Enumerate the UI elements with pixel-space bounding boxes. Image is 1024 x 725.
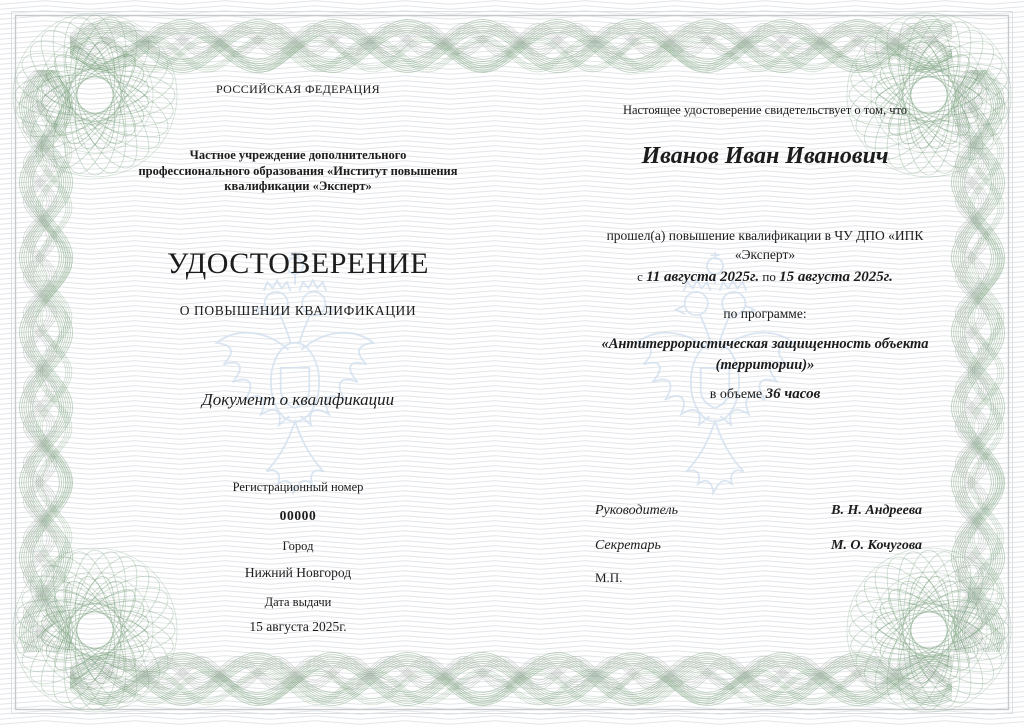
institution-line: квалификации «Эксперт» (224, 179, 372, 193)
issue-date-value: 15 августа 2025г. (249, 619, 347, 634)
signature-row (563, 503, 967, 519)
signature-row (563, 538, 967, 554)
document-type-label: Документ о квалификации (201, 390, 395, 409)
period-prefix: с (637, 269, 643, 284)
period-middle: по (762, 269, 776, 284)
reg-number-label: Регистрационный номер (232, 480, 364, 494)
holder-name: Иванов Иван Иванович (641, 143, 889, 169)
institution-line: профессионального образования «Институт повышения (138, 163, 458, 178)
city-label: Город (282, 539, 314, 553)
period-to-date: 15 августа 2025г. (779, 269, 893, 285)
certificate-subtitle: О ПОВЫШЕНИИ КВАЛИФИКАЦИИ (179, 303, 417, 318)
issue-date-label: Дата выдачи (264, 595, 332, 609)
program-line: (территории)» (715, 357, 815, 373)
certificate-right-page (563, 0, 967, 725)
volume-prefix: в объеме (709, 387, 763, 402)
volume-text (563, 386, 967, 403)
signature-name: М. О. Кочугова (830, 538, 922, 553)
country-label: РОССИЙСКАЯ ФЕДЕРАЦИЯ (215, 82, 381, 96)
institution-name (128, 148, 468, 195)
signature-name: В. Н. Андреева (831, 503, 922, 518)
completed-line: «Эксперт» (734, 247, 796, 262)
program-name (563, 334, 967, 376)
volume-value: 36 часов (765, 386, 821, 402)
stamp-place-label: М.П. (595, 570, 623, 585)
signature-role: Руководитель (595, 503, 679, 518)
training-period (563, 269, 967, 286)
institution-line: Частное учреждение дополнительного (189, 148, 407, 162)
program-label: по программе: (723, 306, 807, 321)
statement-text: Настоящее удостоверение свидетельствует о том, что (622, 103, 908, 117)
completed-text (563, 226, 967, 264)
reg-number-value: 00000 (279, 508, 317, 523)
period-from-date: 11 августа 2025г. (646, 269, 760, 285)
signature-role: Секретарь (595, 538, 661, 553)
city-value: Нижний Новгород (244, 565, 352, 580)
certificate-title: УДОСТОВЕРЕНИЕ (167, 247, 429, 280)
completed-line: прошел(а) повышение квалификации в ЧУ ДПО «ИПК (606, 228, 924, 243)
certificate-left-page (128, 0, 468, 725)
program-line: «Антитеррористическая защищенность объекта (601, 336, 929, 352)
